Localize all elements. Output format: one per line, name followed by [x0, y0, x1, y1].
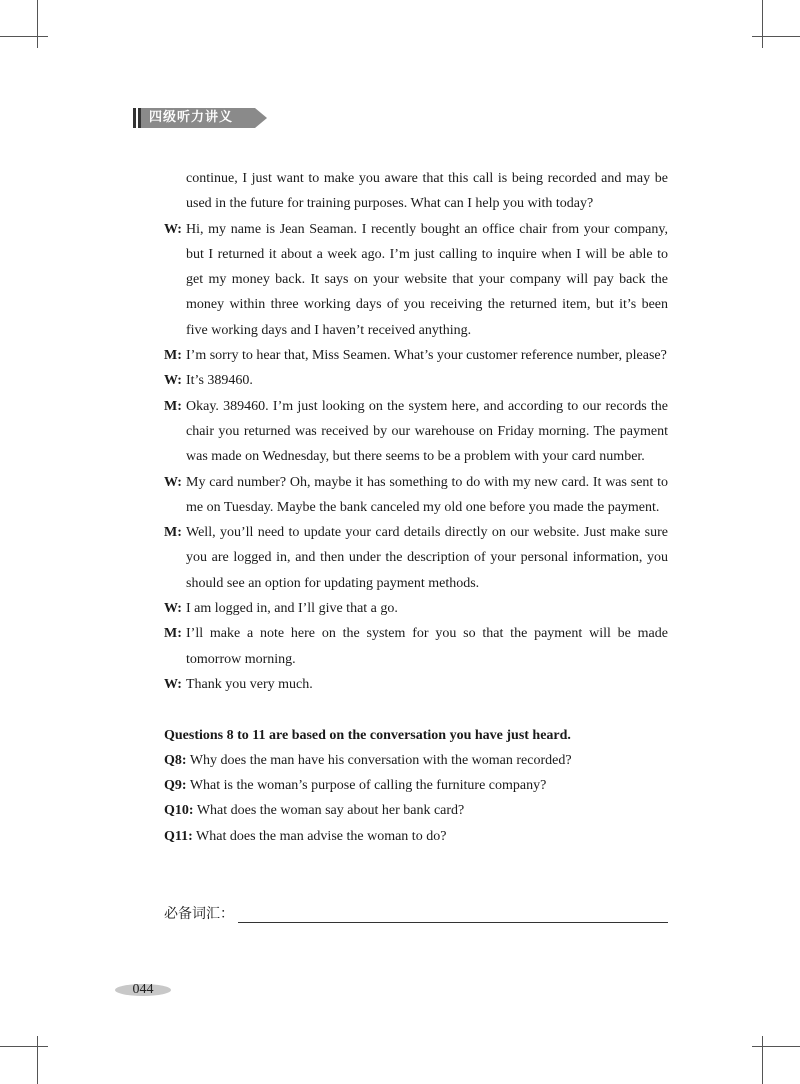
dialogue-text: I am logged in, and I’ll give that a go. [186, 601, 398, 617]
vocab-label: 必备词汇： [164, 906, 234, 922]
dialogue-text: Hi, my name is Jean Seaman. I recently bought an office chair from your company, but I returned it about a week ago. I’m just calling to inquire when I will be able to get my money back. It says on your website that your company will pay back the money within three working days of you receiving the returned item, but it’s been five working days and I haven’t received anything. [186, 221, 668, 338]
dialogue-turn [164, 394, 668, 470]
dialogue-text: I’m sorry to hear that, Miss Seamen. What’s your customer reference number, please? [186, 348, 667, 364]
crop-mark [752, 1046, 800, 1047]
header-bars [133, 108, 141, 128]
dialogue-text: continue, I just want to make you aware that this call is being recorded and may be used in the future for training purposes. What can I help you with today? [186, 171, 668, 212]
speaker-label: M: [164, 525, 182, 541]
dialogue-turn [164, 596, 668, 621]
question-text: What does the woman say about her bank card? [196, 803, 465, 819]
question-item [164, 748, 668, 773]
dialogue-text: My card number? Oh, maybe it has something to do with my new card. It was sent to me on Tuesday. Maybe the bank canceled my old one before you made the payment. [186, 474, 668, 515]
vocab-section [164, 903, 668, 923]
dialogue-text: Okay. 389460. I’m just looking on the system here, and according to our records the chair you returned was received by our warehouse on Friday morning. The payment was made on Wednesday, but there seems to be a problem with your card number. [186, 398, 668, 465]
header-title: 四级听力讲义 [141, 108, 255, 128]
dialogue-turn [164, 672, 668, 697]
crop-mark [0, 36, 48, 37]
question-text: What does the man advise the woman to do? [196, 828, 447, 844]
dialogue-turn [164, 217, 668, 343]
question-text: Why does the man have his conversation with the woman recorded? [189, 752, 572, 768]
crop-mark [762, 0, 763, 48]
questions-title: Questions 8 to 11 are based on the conversation you have just heard. [164, 727, 571, 743]
page-number [115, 980, 171, 1000]
speaker-label: W: [164, 221, 182, 237]
dialogue-turn [164, 343, 668, 368]
dialogue-text: I’ll make a note here on the system for you so that the payment will be made tomorrow morning. [186, 626, 668, 667]
question-item [164, 824, 668, 849]
dialogue-text: It’s 389460. [186, 373, 253, 389]
question-item [164, 798, 668, 823]
dialogue-content [164, 166, 668, 849]
question-text: What is the woman’s purpose of calling the furniture company? [189, 778, 547, 794]
crop-mark [37, 1036, 38, 1084]
dialogue-turn [164, 368, 668, 393]
page-number-text: 044 [132, 982, 154, 997]
speaker-label: W: [164, 601, 182, 617]
dialogue-turn [164, 166, 668, 217]
crop-mark [0, 1046, 48, 1047]
dialogue-turn [164, 470, 668, 521]
crop-mark [37, 0, 38, 48]
speaker-label: M: [164, 398, 182, 414]
dialogue-text: Well, you’ll need to update your card details directly on our website. Just make sure you are logged in, and then under the description of your personal information, you should see an option for updating payment methods. [186, 525, 668, 591]
speaker-label: M: [164, 348, 182, 364]
dialogue-turn [164, 520, 668, 596]
question-label: Q9: [164, 778, 187, 794]
speaker-label: W: [164, 676, 182, 692]
dialogue-turn [164, 621, 668, 672]
page-header [133, 108, 255, 128]
speaker-label: M: [164, 626, 182, 642]
question-label: Q11: [164, 828, 193, 844]
speaker-label: W: [164, 373, 182, 389]
vocab-blank-line [238, 904, 668, 923]
question-item [164, 773, 668, 798]
speaker-label: W: [164, 474, 182, 490]
crop-mark [762, 1036, 763, 1084]
crop-mark [752, 36, 800, 37]
dialogue-text: Thank you very much. [186, 676, 313, 692]
question-label: Q8: [164, 752, 187, 768]
question-label: Q10: [164, 803, 194, 819]
